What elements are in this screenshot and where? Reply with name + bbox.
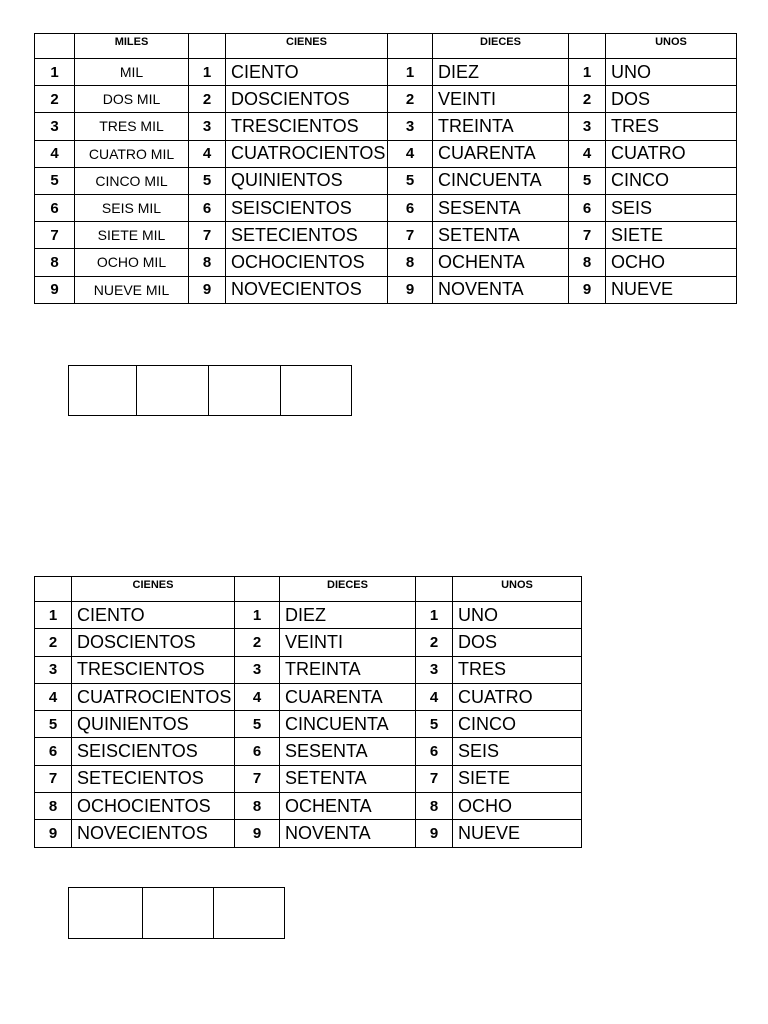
word-cell: VEINTI bbox=[280, 629, 416, 656]
answer-box bbox=[209, 366, 281, 415]
answer-box bbox=[281, 366, 351, 415]
digit-cell: 4 bbox=[35, 683, 72, 710]
digit-cell: 7 bbox=[569, 222, 606, 249]
table-row bbox=[35, 167, 737, 194]
digit-cell: 4 bbox=[35, 140, 75, 167]
digit-cell: 6 bbox=[35, 738, 72, 765]
digit-cell: 8 bbox=[569, 249, 606, 276]
word-cell: SEIS MIL bbox=[75, 194, 189, 221]
table-row bbox=[35, 222, 737, 249]
digit-cell: 9 bbox=[35, 820, 72, 847]
digit-cell: 6 bbox=[388, 194, 433, 221]
word-cell: DIEZ bbox=[433, 59, 569, 86]
word-cell: DOS MIL bbox=[75, 86, 189, 113]
table-row bbox=[35, 793, 582, 820]
table-row bbox=[35, 276, 737, 303]
table-row bbox=[35, 629, 582, 656]
digit-cell: 2 bbox=[189, 86, 226, 113]
digit-cell: 7 bbox=[35, 222, 75, 249]
digit-cell: 5 bbox=[416, 711, 453, 738]
digit-cell: 9 bbox=[388, 276, 433, 303]
header-cell bbox=[189, 34, 226, 59]
word-cell: NOVECIENTOS bbox=[226, 276, 388, 303]
answer-boxes-three-digit bbox=[68, 887, 285, 939]
table-header-row bbox=[35, 34, 737, 59]
word-cell: SIETE MIL bbox=[75, 222, 189, 249]
digit-cell: 1 bbox=[189, 59, 226, 86]
header-unos: UNOS bbox=[606, 34, 737, 59]
digit-cell: 7 bbox=[189, 222, 226, 249]
digit-cell: 3 bbox=[416, 656, 453, 683]
place-value-table-hundreds bbox=[34, 576, 582, 848]
word-cell: OCHENTA bbox=[433, 249, 569, 276]
word-cell: TRESCIENTOS bbox=[226, 113, 388, 140]
word-cell: CUATRO MIL bbox=[75, 140, 189, 167]
digit-cell: 8 bbox=[388, 249, 433, 276]
word-cell: NUEVE bbox=[606, 276, 737, 303]
answer-box bbox=[143, 888, 214, 938]
digit-cell: 2 bbox=[388, 86, 433, 113]
header-dieces: DIECES bbox=[280, 577, 416, 602]
header-cienes: CIENES bbox=[226, 34, 388, 59]
word-cell: NOVECIENTOS bbox=[72, 820, 235, 847]
word-cell: CINCUENTA bbox=[280, 711, 416, 738]
answer-box bbox=[69, 888, 143, 938]
word-cell: CIENTO bbox=[226, 59, 388, 86]
digit-cell: 1 bbox=[35, 59, 75, 86]
digit-cell: 1 bbox=[235, 602, 280, 629]
word-cell: OCHOCIENTOS bbox=[226, 249, 388, 276]
digit-cell: 5 bbox=[35, 711, 72, 738]
digit-cell: 9 bbox=[189, 276, 226, 303]
word-cell: QUINIENTOS bbox=[226, 167, 388, 194]
word-cell: SEISCIENTOS bbox=[226, 194, 388, 221]
word-cell: SEISCIENTOS bbox=[72, 738, 235, 765]
digit-cell: 7 bbox=[235, 765, 280, 792]
digit-cell: 8 bbox=[189, 249, 226, 276]
word-cell: SESENTA bbox=[280, 738, 416, 765]
word-cell: CUARENTA bbox=[433, 140, 569, 167]
table-row bbox=[35, 683, 582, 710]
word-cell: NUEVE bbox=[453, 820, 582, 847]
word-cell: CUATROCIENTOS bbox=[72, 683, 235, 710]
word-cell: DIEZ bbox=[280, 602, 416, 629]
header-cell bbox=[35, 577, 72, 602]
digit-cell: 3 bbox=[35, 656, 72, 683]
word-cell: OCHOCIENTOS bbox=[72, 793, 235, 820]
digit-cell: 5 bbox=[388, 167, 433, 194]
word-cell: SETECIENTOS bbox=[72, 765, 235, 792]
word-cell: CINCO bbox=[606, 167, 737, 194]
word-cell: TRESCIENTOS bbox=[72, 656, 235, 683]
answer-box bbox=[69, 366, 137, 415]
table-header-row bbox=[35, 577, 582, 602]
answer-box bbox=[214, 888, 284, 938]
digit-cell: 3 bbox=[569, 113, 606, 140]
header-miles: MILES bbox=[75, 34, 189, 59]
header-cell bbox=[569, 34, 606, 59]
word-cell: NUEVE MIL bbox=[75, 276, 189, 303]
word-cell: UNO bbox=[453, 602, 582, 629]
word-cell: OCHO bbox=[606, 249, 737, 276]
word-cell: DOSCIENTOS bbox=[226, 86, 388, 113]
header-cienes: CIENES bbox=[72, 577, 235, 602]
digit-cell: 4 bbox=[235, 683, 280, 710]
word-cell: MIL bbox=[75, 59, 189, 86]
table-row bbox=[35, 765, 582, 792]
word-cell: SETECIENTOS bbox=[226, 222, 388, 249]
digit-cell: 6 bbox=[235, 738, 280, 765]
word-cell: SEIS bbox=[453, 738, 582, 765]
word-cell: SEIS bbox=[606, 194, 737, 221]
digit-cell: 9 bbox=[569, 276, 606, 303]
digit-cell: 2 bbox=[235, 629, 280, 656]
word-cell: CUATRO bbox=[606, 140, 737, 167]
word-cell: VEINTI bbox=[433, 86, 569, 113]
digit-cell: 4 bbox=[416, 683, 453, 710]
digit-cell: 8 bbox=[35, 249, 75, 276]
word-cell: CUATROCIENTOS bbox=[226, 140, 388, 167]
digit-cell: 2 bbox=[35, 629, 72, 656]
digit-cell: 1 bbox=[569, 59, 606, 86]
word-cell: TRES bbox=[453, 656, 582, 683]
word-cell: CUATRO bbox=[453, 683, 582, 710]
digit-cell: 5 bbox=[569, 167, 606, 194]
word-cell: SETENTA bbox=[433, 222, 569, 249]
header-cell bbox=[416, 577, 453, 602]
word-cell: SETENTA bbox=[280, 765, 416, 792]
digit-cell: 5 bbox=[235, 711, 280, 738]
digit-cell: 4 bbox=[569, 140, 606, 167]
table-row bbox=[35, 194, 737, 221]
digit-cell: 7 bbox=[35, 765, 72, 792]
word-cell: DOS bbox=[606, 86, 737, 113]
answer-boxes-four-digit bbox=[68, 365, 352, 416]
word-cell: CINCO bbox=[453, 711, 582, 738]
word-cell: SIETE bbox=[453, 765, 582, 792]
table-row bbox=[35, 113, 737, 140]
header-cell bbox=[388, 34, 433, 59]
digit-cell: 4 bbox=[189, 140, 226, 167]
digit-cell: 8 bbox=[416, 793, 453, 820]
digit-cell: 1 bbox=[416, 602, 453, 629]
digit-cell: 6 bbox=[189, 194, 226, 221]
table-row bbox=[35, 59, 737, 86]
digit-cell: 6 bbox=[35, 194, 75, 221]
table-row bbox=[35, 711, 582, 738]
digit-cell: 6 bbox=[569, 194, 606, 221]
word-cell: OCHO bbox=[453, 793, 582, 820]
digit-cell: 2 bbox=[35, 86, 75, 113]
word-cell: DOS bbox=[453, 629, 582, 656]
digit-cell: 4 bbox=[388, 140, 433, 167]
word-cell: SESENTA bbox=[433, 194, 569, 221]
header-cell bbox=[235, 577, 280, 602]
table-row bbox=[35, 738, 582, 765]
digit-cell: 9 bbox=[35, 276, 75, 303]
digit-cell: 3 bbox=[388, 113, 433, 140]
word-cell: CUARENTA bbox=[280, 683, 416, 710]
digit-cell: 7 bbox=[388, 222, 433, 249]
word-cell: NOVENTA bbox=[433, 276, 569, 303]
digit-cell: 3 bbox=[189, 113, 226, 140]
table-row bbox=[35, 656, 582, 683]
digit-cell: 5 bbox=[35, 167, 75, 194]
digit-cell: 6 bbox=[416, 738, 453, 765]
digit-cell: 9 bbox=[416, 820, 453, 847]
word-cell: OCHO MIL bbox=[75, 249, 189, 276]
answer-box bbox=[137, 366, 209, 415]
digit-cell: 5 bbox=[189, 167, 226, 194]
word-cell: NOVENTA bbox=[280, 820, 416, 847]
header-cell bbox=[35, 34, 75, 59]
digit-cell: 9 bbox=[235, 820, 280, 847]
digit-cell: 3 bbox=[35, 113, 75, 140]
word-cell: SIETE bbox=[606, 222, 737, 249]
word-cell: TRES bbox=[606, 113, 737, 140]
digit-cell: 3 bbox=[235, 656, 280, 683]
word-cell: TREINTA bbox=[280, 656, 416, 683]
digit-cell: 7 bbox=[416, 765, 453, 792]
word-cell: DOSCIENTOS bbox=[72, 629, 235, 656]
place-value-table-thousands bbox=[34, 33, 737, 304]
word-cell: CINCUENTA bbox=[433, 167, 569, 194]
digit-cell: 2 bbox=[416, 629, 453, 656]
word-cell: CINCO MIL bbox=[75, 167, 189, 194]
table-row bbox=[35, 602, 582, 629]
digit-cell: 8 bbox=[235, 793, 280, 820]
digit-cell: 1 bbox=[35, 602, 72, 629]
word-cell: CIENTO bbox=[72, 602, 235, 629]
digit-cell: 2 bbox=[569, 86, 606, 113]
word-cell: UNO bbox=[606, 59, 737, 86]
header-dieces: DIECES bbox=[433, 34, 569, 59]
table-row bbox=[35, 140, 737, 167]
word-cell: TRES MIL bbox=[75, 113, 189, 140]
word-cell: OCHENTA bbox=[280, 793, 416, 820]
table-row bbox=[35, 249, 737, 276]
table-row bbox=[35, 86, 737, 113]
word-cell: TREINTA bbox=[433, 113, 569, 140]
digit-cell: 8 bbox=[35, 793, 72, 820]
digit-cell: 1 bbox=[388, 59, 433, 86]
table-row bbox=[35, 820, 582, 847]
header-unos: UNOS bbox=[453, 577, 582, 602]
word-cell: QUINIENTOS bbox=[72, 711, 235, 738]
